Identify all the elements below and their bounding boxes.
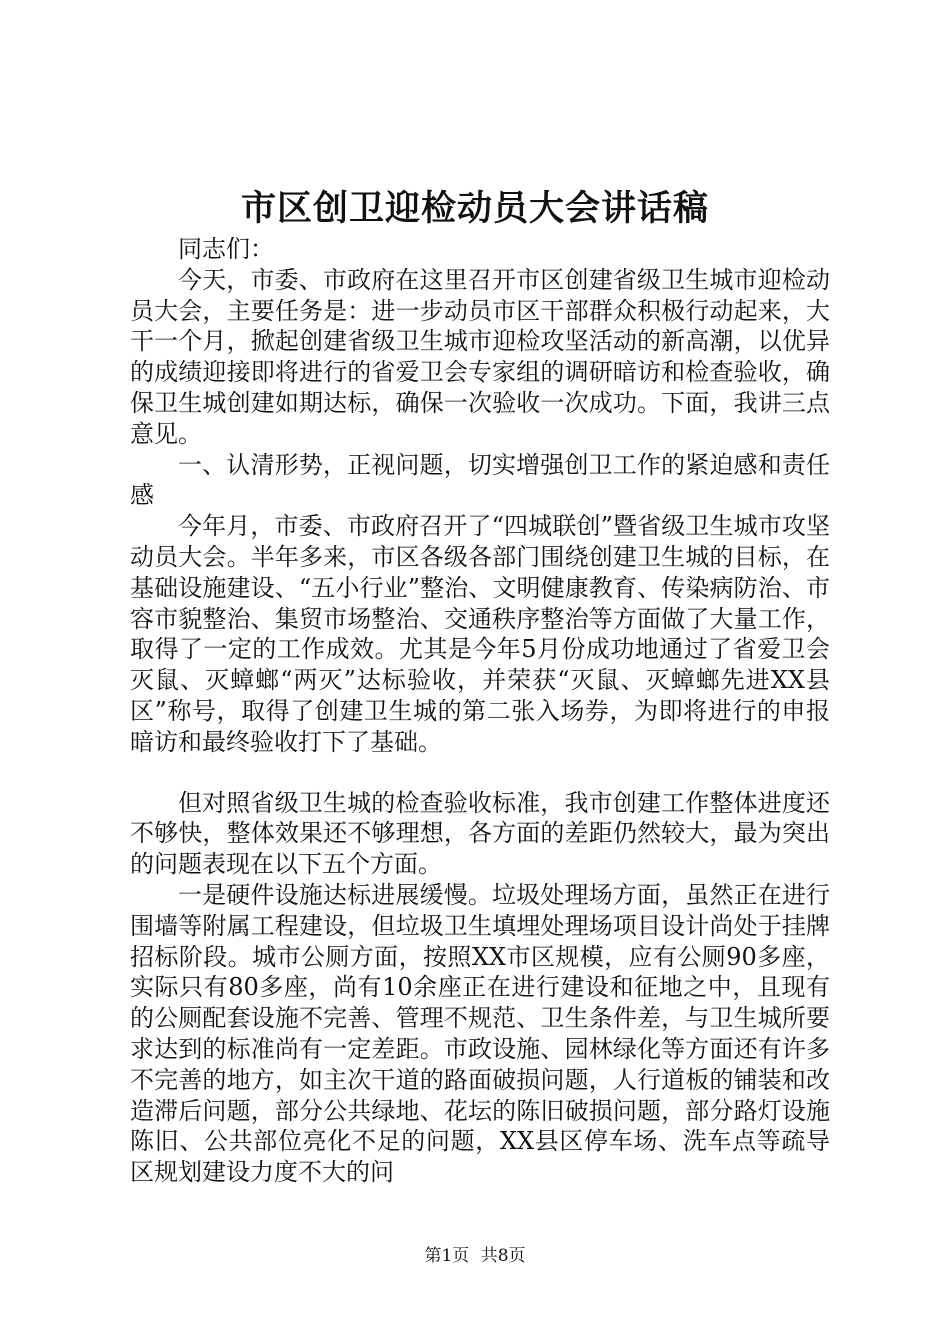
page-footer [0, 1244, 950, 1268]
page-total: 共8页 [480, 1246, 526, 1266]
document-body [130, 234, 830, 1188]
document-title: 市区创卫迎检动员大会讲话稿 [240, 188, 709, 229]
salutation-paragraph: 同志们： [178, 235, 274, 263]
hardware-issue-paragraph: 一是硬件设施达标进展缓慢。垃圾处理场方面，虽然正在进行围墙等附属工程建设，但垃圾卫生填埋处理场项目设计尚处于挂牌招标阶段。城市公厕方面，按照XX市区规模，应有公厕90多座，实际只有80多座，尚有10余座正在进行建设和征地之中，且现有的公厕配套设施不完善、管理不规范、卫生条件差，与卫生城所要求达到的标准尚有一定差距。市政设施、园林绿化等方面还有许多不完善的地方，如主次干道的路面破损问题，人行道板的铺装和改造滞后问题，部分公共绿地、花坛的陈旧破损问题，部分路灯设施陈旧、公共部位亮化不足的问题，XX县区停车场、洗车点等疏导区规划建设力度不大的问 [130, 880, 830, 1187]
intro-paragraph: 今天，市委、市政府在这里召开市区创建省级卫生城市迎检动员大会，主要任务是：进一步动员市区干部群众积极行动起来，大干一个月，掀起创建省级卫生城市迎检攻坚活动的新高潮，以优异的成绩迎接即将进行的省爱卫会专家组的调研暗访和检查验收，确保卫生城创建如期达标，确保一次验收一次成功。下面，我讲三点意见。 [130, 265, 830, 448]
gap-paragraph: 但对照省级卫生城的检查验收标准，我市创建工作整体进度还不够快，整体效果还不够理想，各方面的差距仍然较大，最为突出的问题表现在以下五个方面。 [130, 788, 830, 879]
page-number: 第1页 [424, 1246, 470, 1266]
section-heading-1: 一、认清形势，正视问题，切实增强创卫工作的紧迫感和责任感 [130, 450, 830, 510]
progress-paragraph: 今年月，市委、市政府召开了“四城联创”暨省级卫生城市攻坚动员大会。半年多来，市区各级各部门围绕创建卫生城的目标，在基础设施建设、“五小行业”整治、文明健康教育、传染病防治、市容市貌整治、集贸市场整治、交通秩序整治等方面做了大量工作，取得了一定的工作成效。尤其是今年5月份成功地通过了省爱卫会灭鼠、灭蟑螂“两灭”达标验收，并荣获“灭鼠、灭蟑螂先进XX县区”称号，取得了创建卫生城的第二张入场券，为即将进行的申报暗访和最终验收打下了基础。 [130, 512, 830, 756]
